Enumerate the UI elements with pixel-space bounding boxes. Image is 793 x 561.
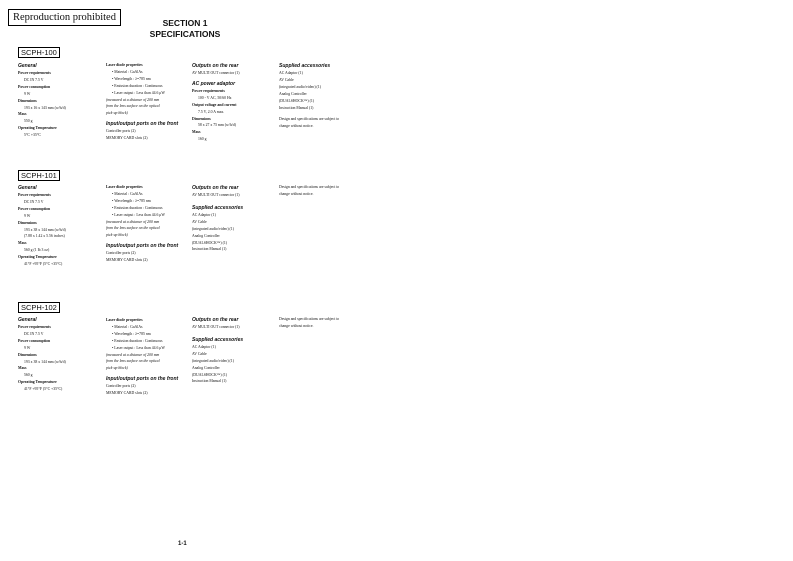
laser-note: from the lens surface on the optical [106, 226, 160, 231]
accessories-heading: Supplied accessories [192, 204, 244, 211]
io-front-heading: Input/output ports on the front [106, 121, 179, 128]
design-note: Design and specifications are subject to [279, 117, 340, 122]
laser-note: pick-up block) [106, 233, 128, 238]
laser-note: (measured at a distance of 200 mm [106, 219, 160, 224]
laser-note: (measured at a distance of 200 mm [106, 97, 160, 102]
design-note: Design and specifications are subject to [279, 317, 340, 321]
spec-label: Mass [192, 130, 201, 135]
spec-label: Power consumption [18, 338, 51, 343]
accessory-item: Analog Controller [192, 365, 220, 370]
spec-value: 160 g [198, 137, 207, 142]
ac-adaptor-heading: AC power adaptor [192, 80, 236, 87]
laser-item: • Wavelength : λ=785 nm [112, 198, 151, 203]
section-header [130, 18, 240, 40]
laser-heading: Laser diode properties [106, 185, 143, 189]
io-item: MEMORY CARD slots (2) [106, 258, 148, 263]
design-note-block-102 [279, 316, 339, 330]
spec-value: DC IN 7.5 V [24, 77, 44, 82]
outputs-item: AV MULTI OUT connector (1) [192, 193, 240, 197]
spec-label: Dimensions [192, 116, 211, 121]
spec-label: Dimensions [18, 352, 37, 357]
general-heading: General [18, 317, 37, 323]
spec-value: 193 x 38 x 144 mm (w/h/d) [24, 227, 66, 232]
general-block-101 [18, 185, 66, 268]
accessory-item: (DUALSHOCK™) (1) [279, 98, 315, 103]
io-item: Controller ports (2) [106, 251, 136, 256]
spec-label: Power consumption [18, 206, 51, 211]
general-block-100 [18, 63, 66, 139]
spec-value: (7.88 x 1.42 x 5.56 inches) [24, 234, 65, 239]
accessory-item: AC Adaptor (1) [192, 212, 216, 217]
spec-label: Power requirements [18, 71, 51, 75]
spec-label: Output voltage and current [192, 102, 237, 107]
section-subtitle: SPECIFICATIONS [149, 29, 221, 39]
outputs-block-101 [192, 185, 243, 253]
accessory-item: AV Cable [192, 219, 207, 224]
spec-value: 9 W [24, 345, 31, 350]
outputs-block-100 [192, 63, 240, 143]
spec-label: Power consumption [18, 84, 51, 89]
accessory-item: Instruction Manual (1) [279, 105, 314, 110]
design-note: change without notice. [279, 323, 314, 328]
accessory-item: AV Cable [279, 77, 294, 82]
model-label-scph-100: SCPH-100 [18, 47, 60, 58]
accessory-item: AV Cable [192, 351, 207, 356]
spec-value: 550 g [24, 119, 33, 124]
laser-item: • Emission duration : Continuous [112, 205, 163, 210]
spec-value: 193 x 16 x 143 mm (w/h/d) [24, 105, 66, 110]
section-title: SECTION 1 [162, 18, 208, 28]
laser-item: • Laser output : Less than 44.6 μW [112, 345, 165, 350]
laser-note: from the lens surface on the optical [106, 104, 160, 109]
accessory-item: Analog Controller [279, 91, 307, 96]
spec-value: DC IN 7.5 V [24, 199, 44, 204]
laser-item: • Wavelength : λ=785 nm [112, 76, 151, 81]
spec-label: Operating Temperature [18, 380, 57, 385]
spec-value: 560 g (1 lb 3 oz) [24, 248, 50, 253]
spec-label: Dimensions [18, 98, 37, 103]
general-block-102 [18, 317, 66, 393]
spec-label: Operating Temperature [18, 126, 57, 131]
spec-value: 9 W [24, 91, 31, 96]
spec-label: Mass [18, 366, 27, 371]
accessories-heading: Supplied accessories [279, 63, 331, 69]
accessory-item: (integrated audio/video) (1) [192, 358, 234, 363]
spec-label: Mass [18, 241, 27, 246]
spec-value: 58 x 27 x 75 mm (w/h/d) [198, 123, 236, 128]
spec-label: Mass [18, 112, 27, 117]
spec-value: DC IN 7.5 V [24, 331, 44, 336]
laser-item: • Material : GaAlAs [112, 69, 143, 74]
io-item: MEMORY CARD slots (2) [106, 391, 148, 396]
outputs-block-102 [192, 317, 243, 385]
spec-value: 7.5 V, 2.0 A max. [198, 109, 225, 114]
io-item: Controller ports (2) [106, 129, 136, 134]
spec-value: 193 x 38 x 144 mm (w/h/d) [24, 359, 66, 364]
io-item: Controller ports (2) [106, 384, 136, 389]
laser-note: pick-up block) [106, 366, 128, 371]
laser-item: • Emission duration : Continuous [112, 83, 163, 88]
accessory-item: (integrated audio/video) (1) [192, 226, 234, 231]
spec-label: Dimensions [18, 220, 37, 225]
model-label-scph-102: SCPH-102 [18, 302, 60, 313]
spec-label: Power requirements [18, 325, 51, 329]
laser-heading: Laser diode properties [106, 318, 143, 322]
laser-note: from the lens surface on the optical [106, 359, 160, 364]
model-label-scph-101: SCPH-101 [18, 170, 60, 181]
laser-block-100 [106, 62, 178, 142]
outputs-rear-heading: Outputs on the rear [192, 63, 239, 69]
outputs-item: AV MULTI OUT connector (1) [192, 325, 240, 329]
outputs-item: AV MULTI OUT connector (1) [192, 71, 240, 75]
spec-label: Power requirements [18, 193, 51, 197]
design-note: change without notice. [279, 124, 314, 129]
spec-value: 41°F +95°F (5°C +35°C) [24, 262, 63, 267]
spec-label: Power requirements [192, 88, 225, 93]
spec-label: Operating Temperature [18, 255, 57, 260]
accessories-block-100 [279, 63, 339, 130]
accessory-item: AC Adaptor (1) [279, 71, 303, 75]
laser-item: • Laser output : Less than 44.6 μW [112, 90, 165, 95]
spec-value: 100 - V AC, 50/60 Hz [198, 95, 232, 100]
accessory-item: (DUALSHOCK™) (1) [192, 240, 228, 245]
laser-block-101 [106, 184, 178, 264]
outputs-rear-heading: Outputs on the rear [192, 185, 239, 191]
laser-block-102 [106, 317, 178, 397]
accessory-item: (integrated audio/video) (1) [279, 84, 321, 89]
laser-note: (measured at a distance of 200 mm [106, 352, 160, 357]
io-item: MEMORY CARD slots (2) [106, 136, 148, 141]
io-front-heading: Input/output ports on the front [106, 243, 179, 250]
accessory-item: Instruction Manual (1) [192, 247, 227, 252]
spec-value: 560 g [24, 373, 33, 378]
outputs-rear-heading: Outputs on the rear [192, 317, 239, 323]
laser-item: • Wavelength : λ=785 nm [112, 331, 151, 336]
accessory-item: (DUALSHOCK™) (1) [192, 372, 228, 377]
design-note-block-101 [279, 184, 339, 198]
general-heading: General [18, 63, 37, 69]
laser-item: • Material : GaAlAs [112, 191, 143, 196]
general-heading: General [18, 185, 37, 191]
accessory-item: AC Adaptor (1) [192, 344, 216, 349]
laser-note: pick-up block) [106, 111, 128, 116]
io-front-heading: Input/output ports on the front [106, 376, 179, 383]
accessory-item: Analog Controller [192, 233, 220, 238]
laser-item: • Material : GaAlAs [112, 324, 143, 329]
spec-value: 41°F +95°F (5°C +35°C) [24, 387, 63, 392]
reproduction-stamp: Reproduction prohibited [8, 9, 121, 26]
accessories-heading: Supplied accessories [192, 336, 244, 343]
accessory-item: Instruction Manual (1) [192, 379, 227, 384]
spec-value: 5°C +35°C [24, 133, 41, 138]
design-note: Design and specifications are subject to [279, 185, 340, 189]
laser-heading: Laser diode properties [106, 63, 143, 67]
design-note: change without notice. [279, 191, 314, 196]
laser-item: • Emission duration : Continuous [112, 338, 163, 343]
page-number: 1-1 [178, 541, 187, 547]
spec-value: 9 W [24, 213, 31, 218]
laser-item: • Laser output : Less than 44.6 μW [112, 212, 165, 217]
